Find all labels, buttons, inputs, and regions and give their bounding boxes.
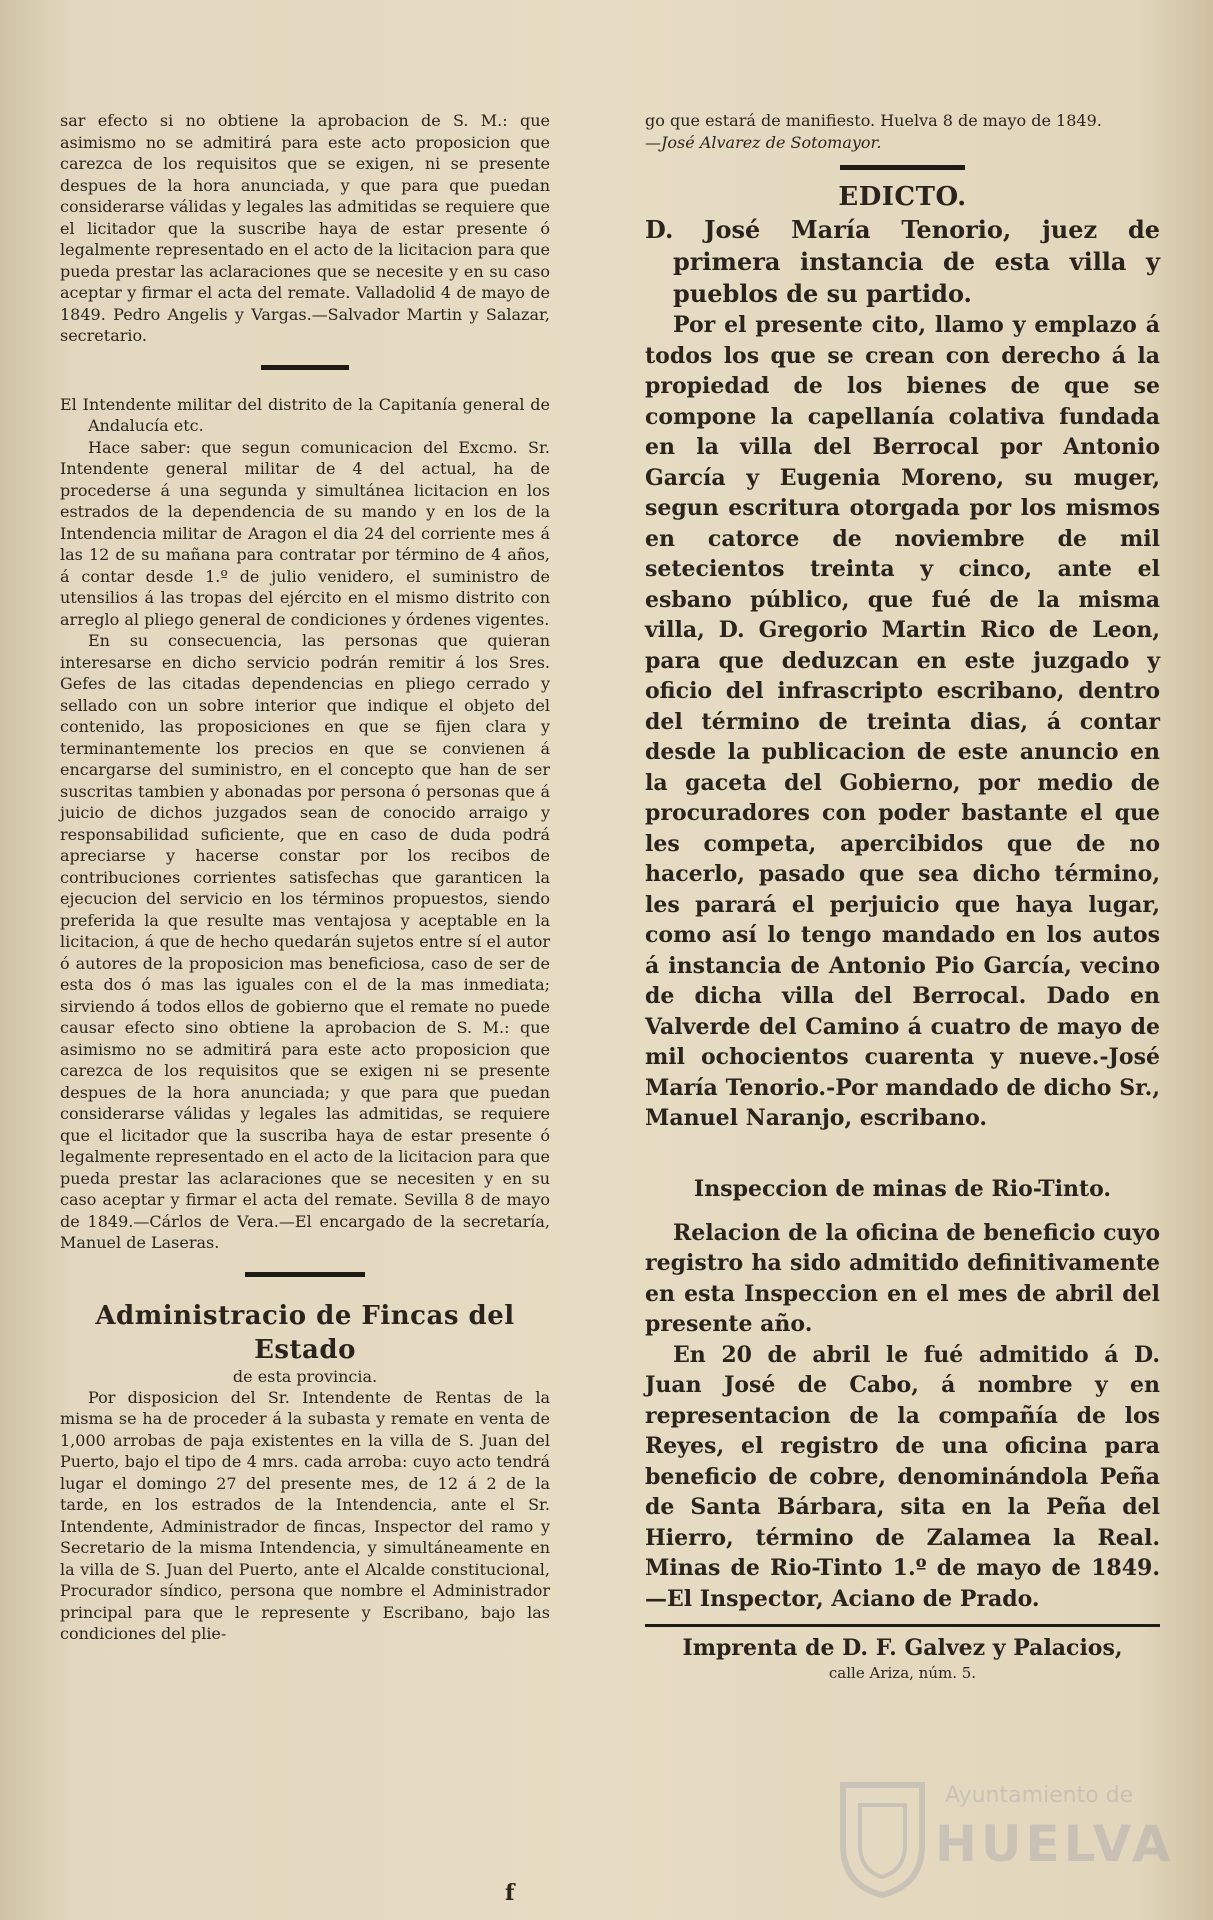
minas-title: Inspeccion de minas de Rio-Tinto. bbox=[693, 1175, 1112, 1202]
imprint-address: calle Ariza, núm. 5. bbox=[828, 1664, 977, 1682]
imprint-line: Imprenta de D. F. Galvez y Palacios, bbox=[682, 1635, 1123, 1661]
edicto-title: EDICTO. bbox=[838, 182, 967, 212]
fincas-subtitle: de esta provincia. bbox=[232, 1366, 378, 1386]
intendente-paragraph-2: En su consecuencia, las personas que quieran interesarse en dicho servicio podrán remitir á los Sres. Gefes de las citadas dependencias en pliego cerrado y sellado con un sobre interior que indique el objeto del contenido, las proposiciones en que se fijen clara y terminantemente los precios en que se convienen á encargarse del suministro, en el concepto que han de ser suscritas tambien y abonadas por persona ó personas que á juicio de dichos juzgados sean de conocido arraigo y responsabilidad suficiente, que en caso de duda podrá apreciarse y hacerse constar por los recibos de contribuciones corrientes satisfechas que garanticen la ejecucion del servicio en los términos propuestos, siendo preferida la que resulte mas ventajosa y aceptable en la licitacion, á que de hecho quedarán sujetos entre sí el autor ó autores de la proposicion mas beneficiosa, caso de ser de esta dos ó mas las iguales con el de la mas inmediata; sirviendo á todos ellos de gobierno que el remate no puede causar efecto sino obtiene la aprobacion de S. M.: que asimismo no se admitirá para este acto proposicion que carezca de los requisitos que se exigen ni se presente despues de la hora anunciada; y que para que puedan considerarse válidas y legales las admitidas, se requiere que el licitador que la suscriba haya de estar presente ó legalmente representado en el acto de la licitacion para que pueda prestar las aclaraciones que se necesiten y en su caso aceptar y firmar el acta del remate. Sevilla 8 de mayo de 1849.—Cárlos de Vera.—El encargado de la secretaría, Manuel de Laseras. bbox=[60, 631, 550, 1252]
intendente-paragraph-1: Hace saber: que segun comunicacion del Excmo. Sr. Intendente general militar de 4 del actual, ha de procederse á una segunda y simultánea licitacion en los estrados de la dependencia de su mando y en los de la Intendencia militar de Aragon el dia 24 del corriente mes á las 12 de su mañana para contratar por término de 4 años, á contar desde 1.º de julio venidero, el suministro de utensilios á las tropas del ejército en el mismo distrito con arreglo al pliego general de condiciones y órdenes vigentes. bbox=[60, 437, 550, 629]
crest-icon bbox=[835, 1775, 930, 1900]
fincas-title: Administracio de Fincas del Estado bbox=[95, 1300, 515, 1365]
watermark-text-large: HUELVA bbox=[935, 1815, 1175, 1873]
minas-body: En 20 de abril le fué admitido á D. Juan José de Cabo, á nombre y en representacion de la compañía de los Reyes, el registro de una oficina para beneficio de cobre, denominándola Peña de Santa Bárbara, sita en la Peña del Hierro, término de Zalamea la Real. Minas de Rio-Tinto 1.º de mayo de 1849.—El Inspector, Aciano de Prado. bbox=[645, 1341, 1160, 1612]
intendente-heading: El Intendente militar del distrito de la Capitanía general de Andalucía etc. bbox=[60, 394, 550, 435]
edicto-heading: D. José María Tenorio, juez de primera instancia de esta villa y pueblos de su partido. bbox=[645, 215, 1160, 308]
right-continuation-paragraph: go que estará de manifiesto. Huelva 8 de mayo de 1849. bbox=[645, 111, 1102, 130]
minas-heading: Relacion de la oficina de beneficio cuyo registro ha sido admitido definitivamente en esta Inspeccion en el mes de abril del presente año. bbox=[645, 1219, 1160, 1337]
ayuntamiento-watermark bbox=[835, 1775, 1175, 1905]
watermark-text-small: Ayuntamiento de bbox=[945, 1783, 1134, 1808]
left-continuation-paragraph: sar efecto si no obtiene la aprobacion de S. M.: que asimismo no se admitirá para este acto proposicion que carezca de los requisitos que se exigen, ni se presente despues de la hora anunciada, y que para que puedan considerarse válidas y legales las admitidas se requiere que el licitador que la suscribe haya de estar presente ó legalmente representado en el acto de la licitacion para que pueda prestar las aclaraciones que se necesite y en su caso aceptar y firmar el acta del remate. Valladolid 4 de mayo de 1849. Pedro Angelis y Vargas.—Salvador Martin y Salazar, secretario. bbox=[60, 111, 550, 345]
fincas-paragraph: Por disposicion del Sr. Intendente de Rentas de la misma se ha de proceder á la subasta y remate en venta de 1,000 arrobas de paja existentes en la villa de S. Juan del Puerto, bajo el tipo de 4 mrs. cada arroba: cuyo acto tendrá lugar el domingo 27 del presente mes, de 12 á 2 de la tarde, en los estrados de la Intendencia, ante el Sr. Intendente, Administrador de fincas, Inspector del ramo y Secretario de la misma Intendencia, y simultáneamente en la villa de S. Juan del Puerto, ante el Alcalde constitucional, Procurador síndico, persona que nombre el Administrador principal para que le represente y Escribano, bajo las condiciones del plie- bbox=[60, 1387, 550, 1643]
right-continuation-signature: —José Alvarez de Sotomayor. bbox=[645, 132, 882, 152]
edicto-body: Por el presente cito, llamo y emplazo á todos los que se crean con derecho á la propiedad de los bienes de que se compone la capellanía colativa fundada en la villa del Berrocal por Antonio García y Eugenia Moreno, su muger, segun escritura otorgada por los mismos en catorce de noviembre de mil setecientos treinta y cinco, ante el esbano público, que fué de la misma villa, D. Gregorio Martin Rico de Leon, para que deduzcan en este juzgado y oficio del infrascripto escribano, dentro del término de treinta dias, á contar desde la publicacion de este anuncio en la gaceta del Gobierno, por medio de procuradores con poder bastante el que les competa, apercibidos que de no hacerlo, pasado que sea dicho término, les parará el perjuicio que haya lugar, como así lo tengo mandado en los autos á instancia de Antonio Pio García, vecino de dicha villa del Berrocal. Dado en Valverde del Camino á cuatro de mayo de mil ochocientos cuarenta y nueve.-José María Tenorio.-Por mandado de dicho Sr., Manuel Naranjo, escribano. bbox=[645, 312, 1160, 1131]
right-column bbox=[645, 0, 1160, 1683]
left-column bbox=[60, 0, 550, 1645]
page-mark: f bbox=[505, 1880, 515, 1906]
